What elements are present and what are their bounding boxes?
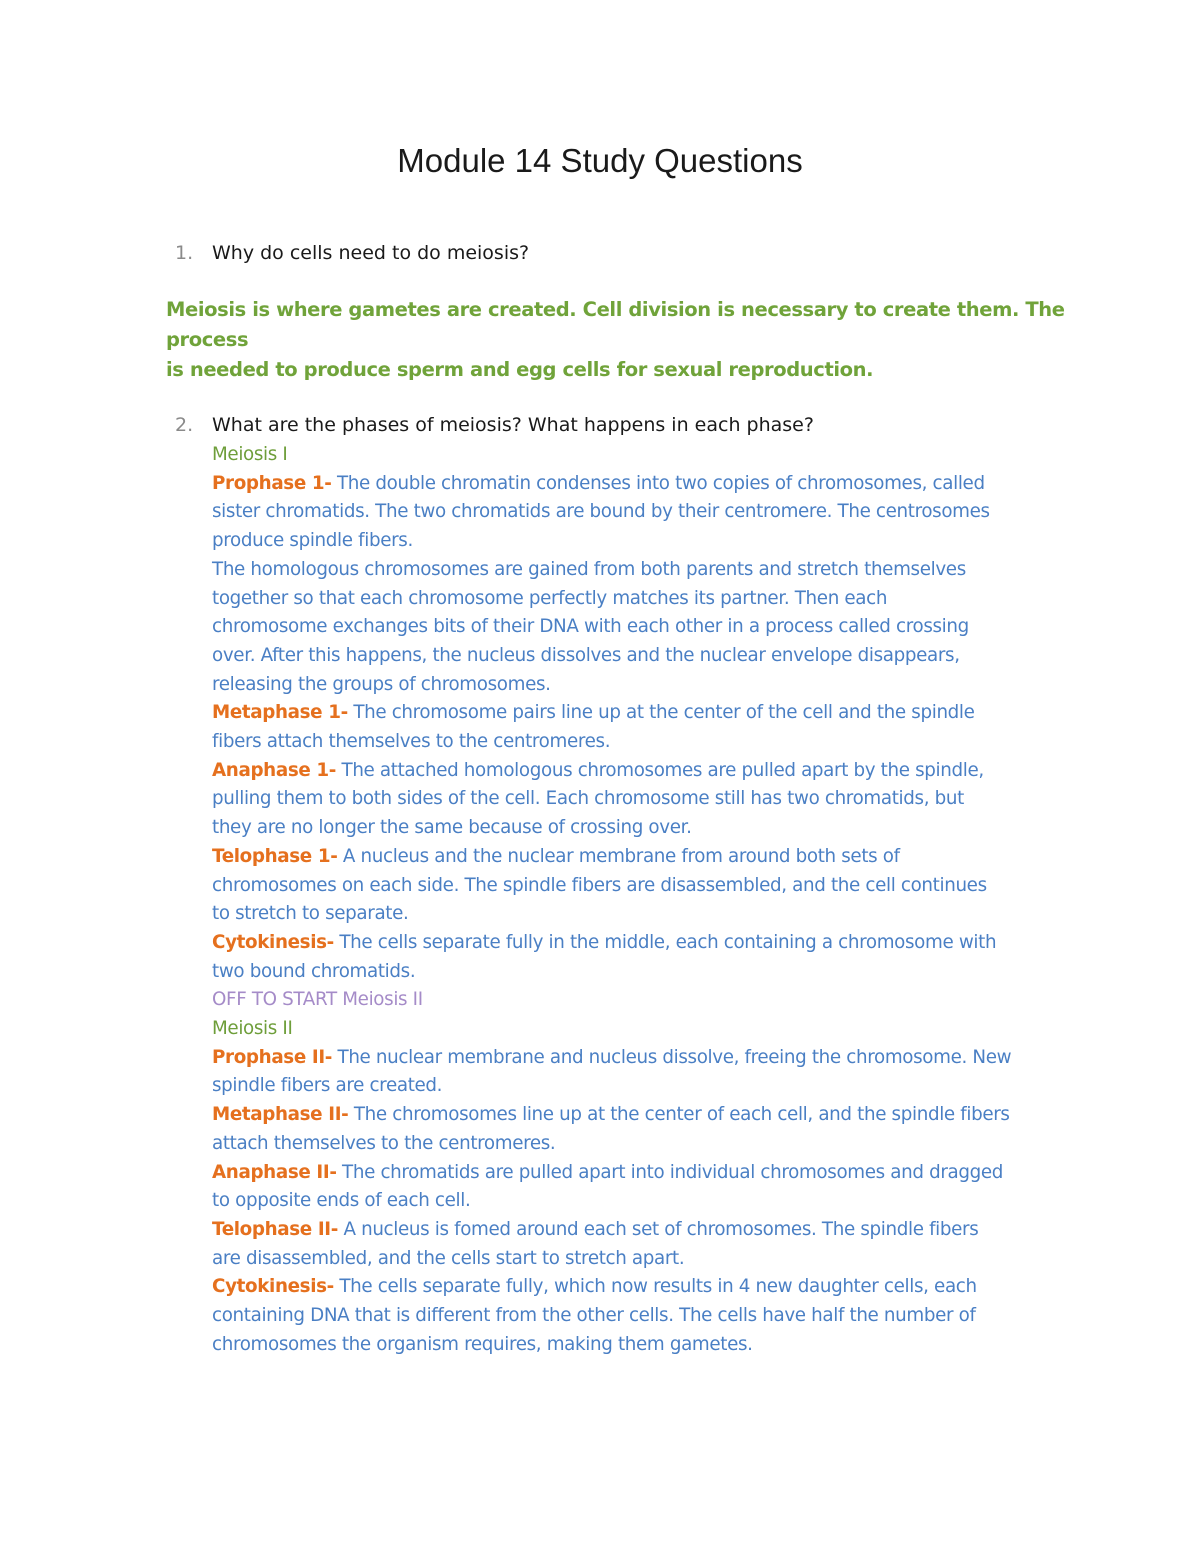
anaphase-1-para bbox=[212, 757, 1082, 786]
question-number: 1. bbox=[175, 242, 194, 264]
phase-label: Telophase II- bbox=[212, 1218, 338, 1240]
text-line: containing DNA that is different from the other cells. The cells have half the number of bbox=[212, 1305, 976, 1327]
phase-text: The chromatids are pulled apart into individual chromosomes and dragged bbox=[336, 1161, 1004, 1183]
prophase-1-para bbox=[212, 470, 1082, 499]
phase-text: A nucleus and the nuclear membrane from around both sets of bbox=[337, 845, 900, 867]
metaphase-1-para bbox=[212, 699, 1082, 728]
phase-text: The attached homologous chromosomes are pulled apart by the spindle, bbox=[336, 759, 984, 781]
phase-label: Telophase 1- bbox=[212, 845, 338, 867]
meiosis-1-heading: Meiosis I bbox=[212, 444, 288, 465]
question-2 bbox=[175, 414, 814, 436]
page-title: Module 14 Study Questions bbox=[397, 142, 803, 179]
phase-label: Cytokinesis- bbox=[212, 931, 334, 953]
text-line: sister chromatids. The two chromatids are bound by their centromere. The centrosomes bbox=[212, 501, 990, 523]
question-number: 2. bbox=[175, 414, 194, 436]
phase-text: The nuclear membrane and nucleus dissolve, freeing the chromosome. New bbox=[332, 1046, 1012, 1068]
phase-label: Metaphase 1- bbox=[212, 702, 348, 724]
text-line: attach themselves to the centromeres. bbox=[212, 1132, 556, 1154]
telophase-2-para bbox=[212, 1216, 1082, 1245]
phase-label: Cytokinesis- bbox=[212, 1276, 334, 1298]
text-line: to opposite ends of each cell. bbox=[212, 1190, 471, 1212]
text-line: chromosome exchanges bits of their DNA with each other in a process called crossing bbox=[212, 616, 969, 638]
metaphase-2-para bbox=[212, 1101, 1082, 1130]
phase-label: Prophase 1- bbox=[212, 472, 332, 494]
question-text: Why do cells need to do meiosis? bbox=[212, 242, 530, 264]
phase-text: A nucleus is fomed around each set of chromosomes. The spindle fibers bbox=[338, 1218, 979, 1240]
text-line: to stretch to separate. bbox=[212, 903, 409, 925]
phase-text: The cells separate fully, which now results in 4 new daughter cells, each bbox=[333, 1276, 977, 1298]
text-line: they are no longer the same because of crossing over. bbox=[212, 817, 692, 839]
cytokinesis-1-para bbox=[212, 929, 1082, 958]
phase-label: Prophase II- bbox=[212, 1046, 333, 1068]
phase-text: The cells separate fully in the middle, each containing a chromosome with bbox=[333, 931, 997, 953]
phase-text: The double chromatin condenses into two copies of chromosomes, called bbox=[331, 472, 985, 494]
transition-note: OFF TO START Meiosis II bbox=[212, 989, 423, 1011]
answer-1 bbox=[166, 295, 1076, 385]
phase-text: The chromosome pairs line up at the center of the cell and the spindle bbox=[347, 702, 975, 724]
question-1 bbox=[175, 242, 529, 264]
phase-label: Anaphase II- bbox=[212, 1161, 337, 1183]
text-line: together so that each chromosome perfectly matches its partner. Then each bbox=[212, 587, 888, 609]
text-line: The homologous chromosomes are gained from both parents and stretch themselves bbox=[212, 558, 966, 580]
answer-line: Meiosis is where gametes are created. Cell division is necessary to create them. The process bbox=[166, 298, 1065, 351]
text-line: pulling them to both sides of the cell. Each chromosome still has two chromatids, but bbox=[212, 788, 964, 810]
anaphase-2-para bbox=[212, 1159, 1082, 1188]
text-line: spindle fibers are created. bbox=[212, 1075, 443, 1097]
text-line: releasing the groups of chromosomes. bbox=[212, 673, 551, 695]
text-line: chromosomes the organism requires, making them gametes. bbox=[212, 1333, 753, 1355]
telophase-1-para bbox=[212, 843, 1082, 872]
text-line: produce spindle fibers. bbox=[212, 530, 413, 552]
text-line: fibers attach themselves to the centromeres. bbox=[212, 731, 611, 753]
answer-line: is needed to produce sperm and egg cells for sexual reproduction. bbox=[166, 358, 874, 381]
phase-text: The chromosomes line up at the center of each cell, and the spindle fibers bbox=[348, 1104, 1010, 1126]
cytokinesis-2-para bbox=[212, 1273, 1082, 1302]
phase-label: Metaphase II- bbox=[212, 1104, 349, 1126]
phase-label: Anaphase 1- bbox=[212, 759, 337, 781]
meiosis-2-heading: Meiosis II bbox=[212, 1018, 293, 1040]
text-line: two bound chromatids. bbox=[212, 960, 416, 982]
text-line: over. After this happens, the nucleus dissolves and the nuclear envelope disappears, bbox=[212, 644, 960, 666]
text-line: chromosomes on each side. The spindle fibers are disassembled, and the cell continues bbox=[212, 874, 987, 896]
question-text: What are the phases of meiosis? What happens in each phase? bbox=[212, 414, 814, 436]
text-line: are disassembled, and the cells start to stretch apart. bbox=[212, 1247, 685, 1269]
prophase-2-para bbox=[212, 1044, 1082, 1073]
answer-2 bbox=[212, 441, 1082, 1360]
